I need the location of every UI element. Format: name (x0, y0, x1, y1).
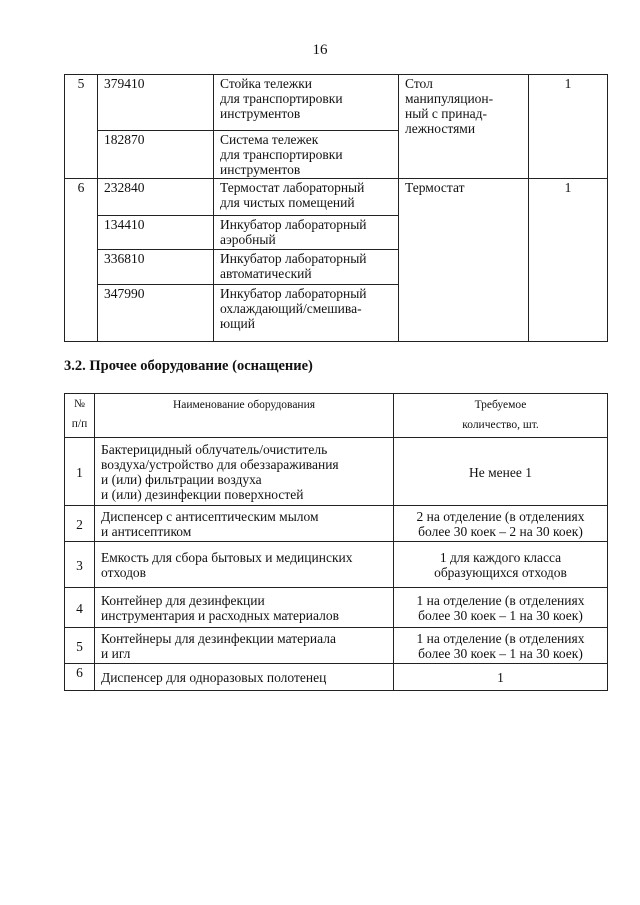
table-row (65, 506, 608, 542)
row-number: 1 (65, 438, 95, 506)
header-name: Наименование оборудования (95, 394, 394, 438)
required-quantity: 1 на отделение (в отделениях более 30 коек – 1 на 30 коек) (394, 588, 608, 628)
equipment-name: Диспенсер для одноразовых полотенец (95, 664, 394, 691)
table-row (65, 75, 608, 131)
required-quantity: 2 на отделение (в отделениях более 30 коек – 2 на 30 коек) (394, 506, 608, 542)
section-heading: 3.2. Прочее оборудование (оснащение) (64, 358, 313, 374)
required-quantity: 1 для каждого класса образующихся отходов (394, 542, 608, 588)
item-category: Стол манипуляцион- ный с принад- лежностями (399, 75, 529, 179)
equipment-name: Диспенсер с антисептическим мылом и антисептиком (95, 506, 394, 542)
row-number: 5 (65, 75, 98, 179)
item-code: 379410 (98, 75, 214, 131)
item-name: Инкубатор лабораторный охлаждающий/смешива- ющий (214, 285, 399, 342)
equipment-name: Контейнеры для дезинфекции материала и игл (95, 628, 394, 664)
table-header-row (65, 394, 608, 438)
row-number: 4 (65, 588, 95, 628)
item-code: 182870 (98, 131, 214, 179)
row-number: 2 (65, 506, 95, 542)
row-number: 5 (65, 628, 95, 664)
equipment-table-continued (64, 74, 608, 342)
required-quantity: 1 (394, 664, 608, 691)
row-number: 6 (65, 179, 98, 342)
item-code: 336810 (98, 250, 214, 285)
table-row (65, 179, 608, 216)
table-row (65, 542, 608, 588)
item-code: 347990 (98, 285, 214, 342)
table-row (65, 438, 608, 506)
other-equipment-table (64, 393, 608, 691)
row-number: 6 (65, 664, 95, 691)
equipment-name: Контейнер для дезинфекции инструментария и расходных материалов (95, 588, 394, 628)
item-category: Термостат (399, 179, 529, 342)
table-row (65, 588, 608, 628)
item-code: 232840 (98, 179, 214, 216)
required-quantity: 1 на отделение (в отделениях более 30 коек – 1 на 30 коек) (394, 628, 608, 664)
row-number: 3 (65, 542, 95, 588)
item-name: Инкубатор лабораторный аэробный (214, 216, 399, 250)
required-quantity: Не менее 1 (394, 438, 608, 506)
equipment-name: Емкость для сбора бытовых и медицинских отходов (95, 542, 394, 588)
item-name: Стойка тележки для транспортировки инструментов (214, 75, 399, 131)
item-name: Термостат лабораторный для чистых помещений (214, 179, 399, 216)
item-quantity: 1 (529, 179, 608, 342)
item-name: Инкубатор лабораторный автоматический (214, 250, 399, 285)
equipment-name: Бактерицидный облучатель/очиститель воздуха/устройство для обеззараживания и (или) фильтрации воздуха и (или) дезинфекции поверхностей (95, 438, 394, 506)
item-quantity: 1 (529, 75, 608, 179)
table-row (65, 628, 608, 664)
header-number: № п/п (65, 394, 95, 438)
item-name: Система тележек для транспортировки инструментов (214, 131, 399, 179)
header-quantity: Требуемое количество, шт. (394, 394, 608, 438)
table-row (65, 664, 608, 691)
item-code: 134410 (98, 216, 214, 250)
page-number: 16 (312, 42, 328, 58)
